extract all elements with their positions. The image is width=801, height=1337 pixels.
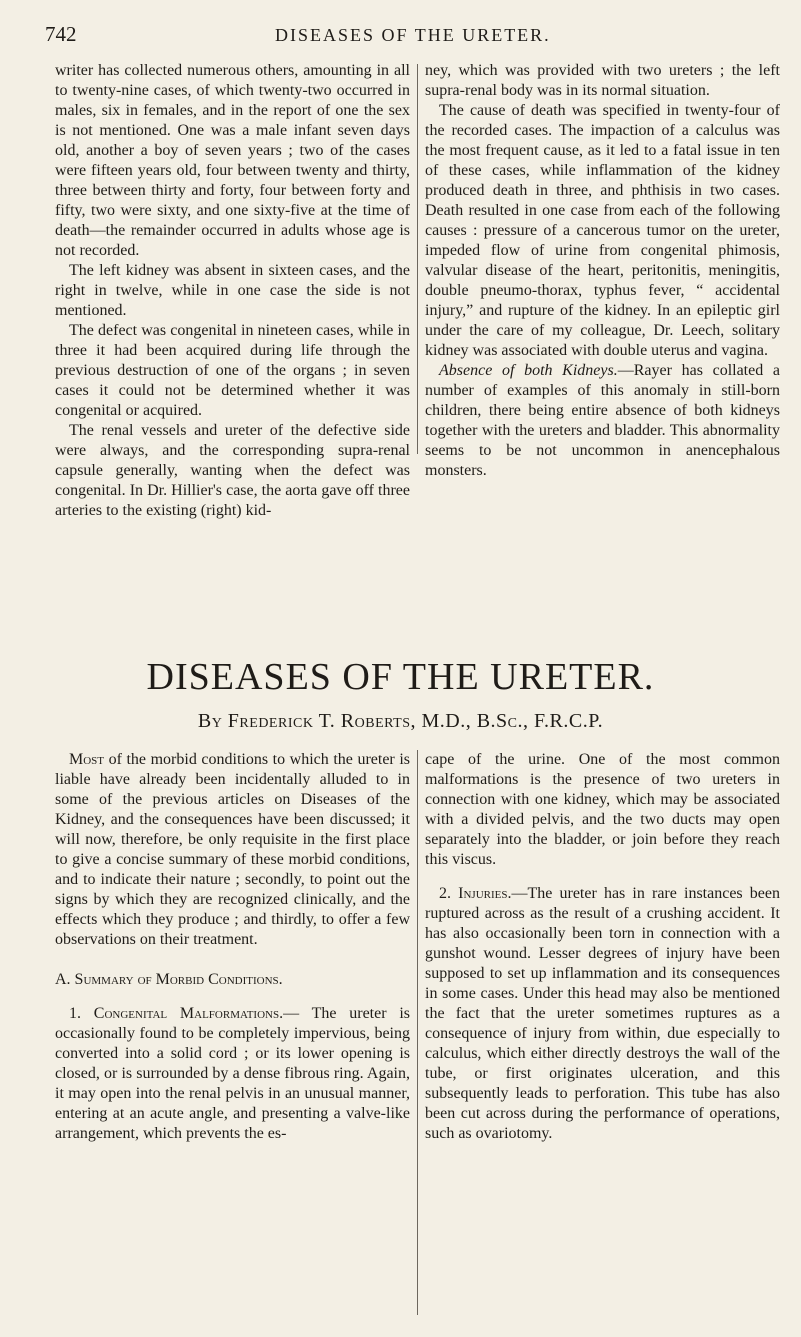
item-heading: 1. Congenital Malformations. bbox=[69, 1005, 284, 1022]
bottom-left-column bbox=[55, 750, 410, 1144]
top-left-column bbox=[55, 61, 410, 521]
paragraph: cape of the urine. One of the most common malformations is the presence of two ureters in connection with one kidney, which may be associated with a divided pelvis, and the two ducts may open separately into the bladder, or join before they reach this viscus. bbox=[425, 751, 780, 868]
paragraph: The renal vessels and ureter of the defective side were always, and the corresponding supra-renal capsule generally, wanting when the defect was congenital. In Dr. Hillier's case, the aorta gave off three arteries to the existing (right) kid- bbox=[55, 422, 410, 519]
column-divider bbox=[417, 750, 418, 1315]
section-heading: A. Summary of Morbid Conditions. bbox=[55, 971, 283, 988]
paragraph bbox=[425, 884, 780, 1144]
subsection-lead: Absence of both Kidneys. bbox=[439, 362, 618, 379]
paragraph bbox=[55, 1004, 410, 1144]
paragraph: writer has collected numerous others, amounting in all to twenty-nine cases, of which twenty-two occurred in males, six in females, and in the report of one the sex is not mentioned. One was a male infant seven days old, another a boy of seven years ; two of the cases were fifteen years old, four between twenty and thirty, three between thirty and forty, four between forty and fifty, two were sixty, and one sixty-five at the time of death—the remainder occurred in adults whose age is not recorded. bbox=[55, 62, 410, 259]
paragraph: The defect was congenital in nineteen cases, while in three it had been acquired during life through the previous destruction of one of the organs ; in seven cases it could not be determined whether it was congenital or acquired. bbox=[55, 322, 410, 419]
paragraph-text: — The ureter is occasionally found to be completely impervious, being converted into a solid cord ; or its lower opening is closed, or is surrounded by a dense fibrous ring. Again, it may open into the renal pelvis in an unusual manner, entering at an acute angle, and presenting a valve-like arrangement, which prevents the es- bbox=[55, 1005, 411, 1142]
paragraph: The left kidney was absent in sixteen cases, and the right in twelve, while in one case the side is not mentioned. bbox=[55, 262, 410, 319]
paragraph-text: —Rayer has collated a number of examples of this anomaly in still-born children, there being entire absence of both kidneys together with the ureters and bladder. This abnormality seems to be not uncommon in anencephalous monsters. bbox=[425, 362, 780, 479]
author-byline: By Frederick T. Roberts, M.D., B.Sc., F.R.C.P. bbox=[197, 710, 604, 732]
lead-word: Most bbox=[69, 751, 105, 768]
column-divider bbox=[417, 64, 418, 454]
paragraph-text: of the morbid conditions to which the ureter is liable have already been incidentally alluded to in some of the previous articles on Diseases of the Kidney, and the consequences have been discussed; it will now, therefore, be only requisite in the first place to give a concise summary of these morbid conditions, and to indicate their nature ; secondly, to point out the signs by which they are recognized clinically, and the effects which they produce ; and thirdly, to offer a few observations on their treatment. bbox=[55, 751, 410, 948]
paragraph: ney, which was provided with two ureters ; the left supra-renal body was in its normal situation. bbox=[425, 62, 780, 99]
paragraph-text: —The ureter has in rare instances been ruptured across as the result of a crushing accident. It has also occasionally been torn in connection with a gunshot wound. Lesser degrees of injury have been supposed to set up inflammation and its consequences in some cases. Under this head may also be mentioned the fact that the ureter sometimes ruptures as a consequence of injury from within, due especially to calculus, which either directly destroys the wall of the tube, or first originates ulceration, and this subsequently leads to perforation. This tube has also been cut across during the performance of operations, such as ovariotomy. bbox=[425, 885, 780, 1142]
paragraph bbox=[425, 361, 780, 481]
running-title: DISEASES OF THE URETER. bbox=[275, 25, 551, 45]
page-number: 742 bbox=[45, 22, 77, 46]
paragraph: The cause of death was specified in twenty-four of the recorded cases. The impaction of a calculus was the most frequent cause, as it led to a fatal issue in ten of these cases, while inflammation of the kidney produced death in three, and phthisis in two cases. Death resulted in one case from each of the following causes : pressure of a cancerous tumor on the ureter, impeded flow of urine from congenital phimosis, valvular disease of the heart, peritonitis, meningitis, double pneumo-thorax, typhus fever, “ accidental injury,” and rupture of the kidney. In an epileptic girl under the care of my colleague, Dr. Leech, solitary kidney was associated with double uterus and vagina. bbox=[425, 102, 780, 359]
paragraph bbox=[55, 750, 410, 950]
item-heading: 2. Injuries. bbox=[439, 885, 512, 902]
running-header bbox=[45, 20, 765, 50]
bottom-right-column bbox=[425, 750, 780, 1144]
top-right-column bbox=[425, 61, 780, 481]
article-title: DISEASES OF THE URETER. bbox=[146, 656, 655, 698]
